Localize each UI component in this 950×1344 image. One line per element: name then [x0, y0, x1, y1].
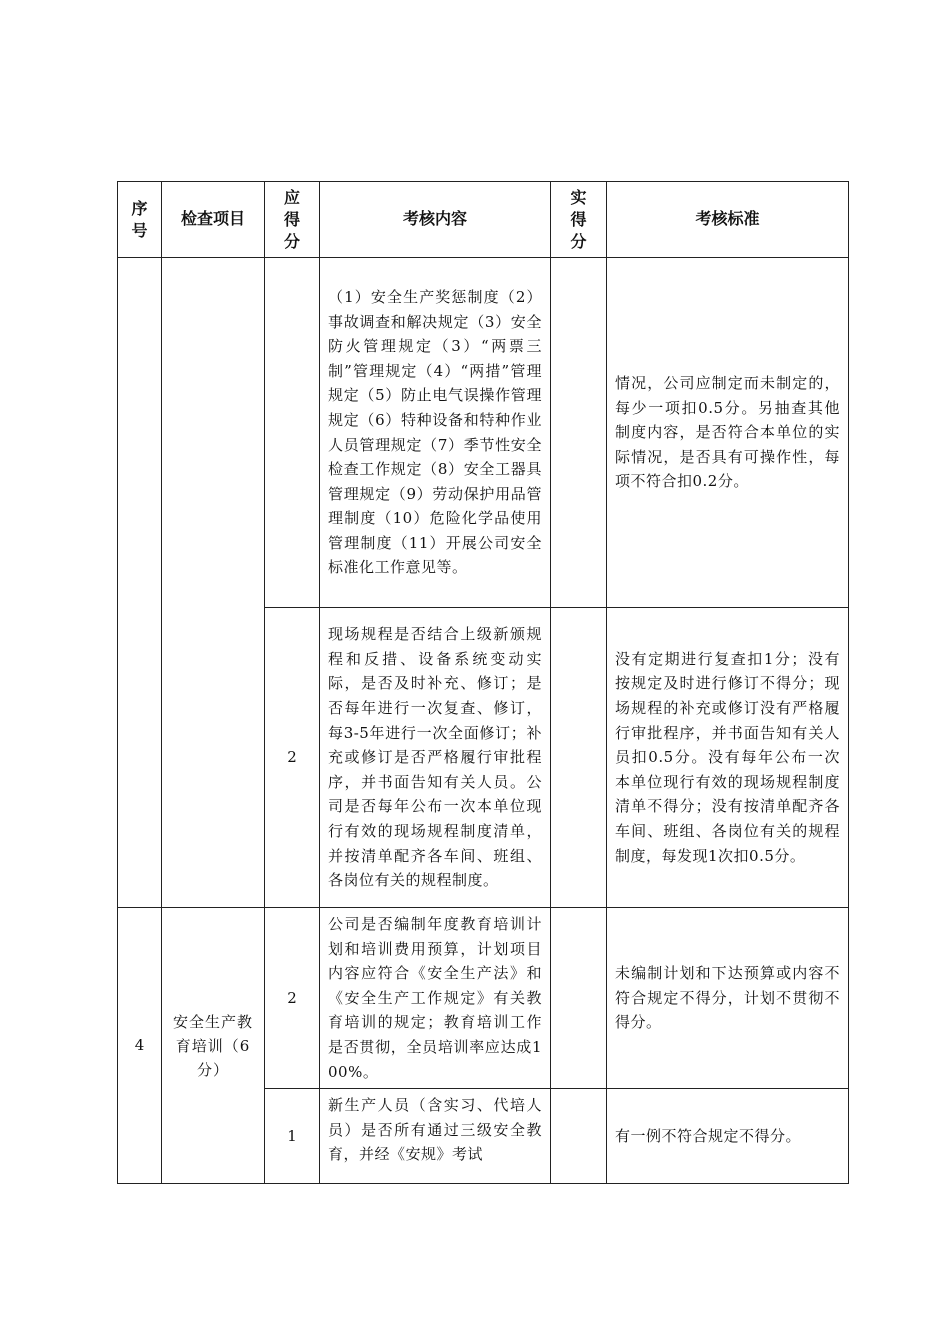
header-seq: 序号	[118, 182, 162, 258]
content-text: 新生产人员（含实习、代培人员）是否所有通过三级安全教育，并经《安规》考试	[328, 1096, 542, 1164]
seq-cell: 4	[118, 908, 162, 1184]
item-cell: 安全生产教育培训（6分）	[162, 908, 265, 1184]
content-cell	[320, 1089, 551, 1184]
score-cell: 2	[265, 908, 320, 1089]
standard-text: 有一例不符合规定不得分。	[615, 1126, 802, 1145]
score-cell	[265, 258, 320, 608]
header-actual: 实得分	[551, 182, 607, 258]
actual-cell	[551, 1089, 607, 1184]
content-text: 现场规程是否结合上级新颁规程和反措、设备系统变动实际，是否及时补充、修订；是否每年进行一次复查、修订，每3-5年进行一次全面修订；补充或修订是否严格履行审批程序，并书面告知有关人员。公司是否每年公布一次本单位现行有效的现场规程制度清单，并按清单配齐各车间、班组、各岗位有关的规程制度。	[328, 625, 542, 890]
item-cell	[162, 258, 265, 908]
content-cell	[320, 908, 551, 1089]
standard-cell	[607, 908, 849, 1089]
standard-text: 情况，公司应制定而未制定的，每少一项扣0.5分。另抽查其他制度内容，是否符合本单位的实际情况，是否具有可操作性，每项不符合扣0.2分。	[615, 374, 840, 491]
standard-cell	[607, 608, 849, 908]
header-row	[118, 182, 849, 258]
actual-cell	[551, 908, 607, 1089]
content-cell	[320, 608, 551, 908]
standard-cell	[607, 1089, 849, 1184]
table-row	[118, 908, 849, 1089]
actual-cell	[551, 608, 607, 908]
score-cell: 2	[265, 608, 320, 908]
content-text: （1）安全生产奖惩制度（2）事故调查和解决规定（3）安全防火管理规定（3）“两票三制”管理规定（4）“两措”管理规定（5）防止电气误操作管理规定（6）特种设备和特种作业人员管理规定（7）季节性安全检查工作规定（8）安全工器具管理规定（9）劳动保护用品管理制度（10）危险化学品使用管理制度（11）开展公司安全标准化工作意见等。	[328, 287, 542, 577]
seq-cell	[118, 258, 162, 908]
standard-text: 没有定期进行复查扣1分；没有按规定及时进行修订不得分；现场规程的补充或修订没有严格履行审批程序，并书面告知有关人员扣0.5分。没有每年公布一次本单位现行有效的现场规程制度清单不得分；没有按清单配齐各车间、班组、各岗位有关的规程制度，每发现1次扣0.5分。	[615, 649, 840, 865]
score-cell: 1	[265, 1089, 320, 1184]
inspection-table	[117, 181, 849, 1184]
header-content: 考核内容	[320, 182, 551, 258]
table-row	[118, 258, 849, 608]
actual-cell	[551, 258, 607, 608]
header-score: 应得分	[265, 182, 320, 258]
content-text: 公司是否编制年度教育培训计划和培训费用预算，计划项目内容应符合《安全生产法》和《安全生产工作规定》有关教育培训的规定；教育培训工作是否贯彻，全员培训率应达成100%。	[328, 915, 542, 1081]
standard-text: 未编制计划和下达预算或内容不符合规定不得分，计划不贯彻不得分。	[615, 964, 840, 1032]
standard-cell	[607, 258, 849, 608]
header-item: 检查项目	[162, 182, 265, 258]
header-standard: 考核标准	[607, 182, 849, 258]
content-cell	[320, 258, 551, 608]
